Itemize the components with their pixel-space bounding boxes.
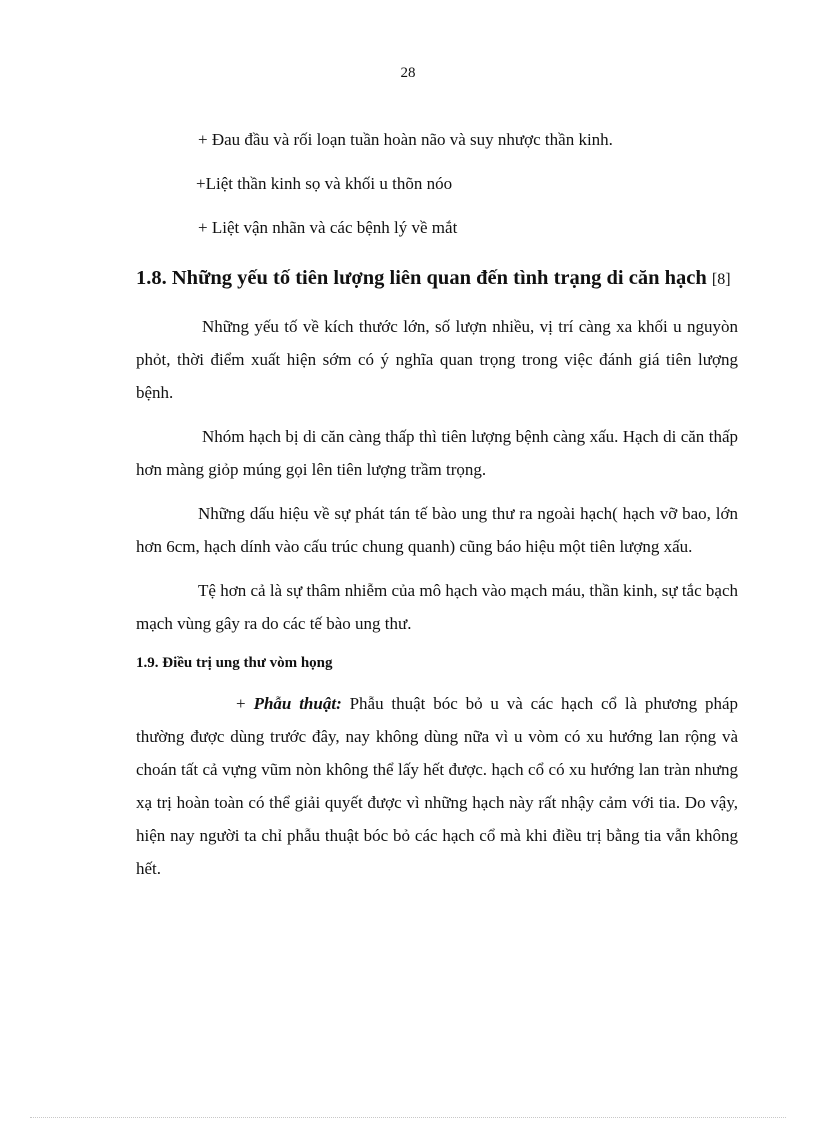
paragraph-infiltration: Tệ hơn cả là sự thâm nhiễm của mô hạch vào mạch máu, thần kinh, sự tắc bạch mạch vùng gây ra do các tế bào ung thư. (136, 581, 738, 633)
symptom-bullet-3: + Liệt vận nhãn và các bệnh lý về mắt (198, 218, 458, 237)
surgery-text: Phẫu thuật bóc bỏ u và các hạch cổ là phương pháp thường được dùng trước đây, nay không dùng nữa vì u vòm có xu hướng lan rộng và choán tất cả vựng vũm nòn không thể lấy hết được. hạch cổ có xu hướng lan tràn nhưng xạ trị hoàn toàn có thể giải quyết được vì những hạch này rất nhậy cảm với tia. Do vậy, hiện nay người ta chỉ phẫu thuật bóc bỏ các hạch cổ mà khi điều trị bằng tia vẫn không hết. (136, 694, 739, 878)
symptom-bullet-1: + Đau đầu và rối loạn tuần hoàn não và suy nhược thần kinh. (198, 130, 613, 149)
paragraph-surgery (136, 687, 738, 885)
document-body (136, 128, 738, 896)
section-1-8-heading (136, 260, 738, 298)
paragraph-size-count: Những yếu tố về kích thước lớn, số lượn nhiều, vị trí càng xa khối u nguyòn phỏt, thời điểm xuất hiện sớm có ý nghĩa quan trọng trong việc đánh giá tiên lượng bệnh. (136, 317, 738, 402)
page-number: 28 (400, 65, 416, 81)
surgery-term: Phẫu thuật: (253, 694, 342, 713)
citation-ref: [8] (711, 271, 731, 288)
footer-divider (30, 1117, 786, 1118)
plus-marker: + (236, 694, 246, 713)
paragraph-extracapsular: Những dấu hiệu về sự phát tán tế bào ung thư ra ngoài hạch( hạch vỡ bao, lớn hơn 6cm, hạch dính vào cấu trúc chung quanh) cũng báo hiệu một tiên lượng xấu. (136, 504, 738, 556)
symptom-bullet-2: +Liệt thần kinh sọ và khối u thõn nóo (196, 174, 453, 193)
paragraph-node-level: Nhóm hạch bị di căn càng thấp thì tiên lượng bệnh càng xấu. Hạch di căn thấp hơn màng giỏp múng gọi lên tiên lượng trầm trọng. (136, 427, 738, 479)
section-1-8-title: 1.8. Những yếu tố tiên lượng liên quan đến tình trạng di căn hạch (136, 267, 707, 289)
section-1-9-heading: 1.9. Điều trị ung thư vòm họng (136, 655, 333, 671)
